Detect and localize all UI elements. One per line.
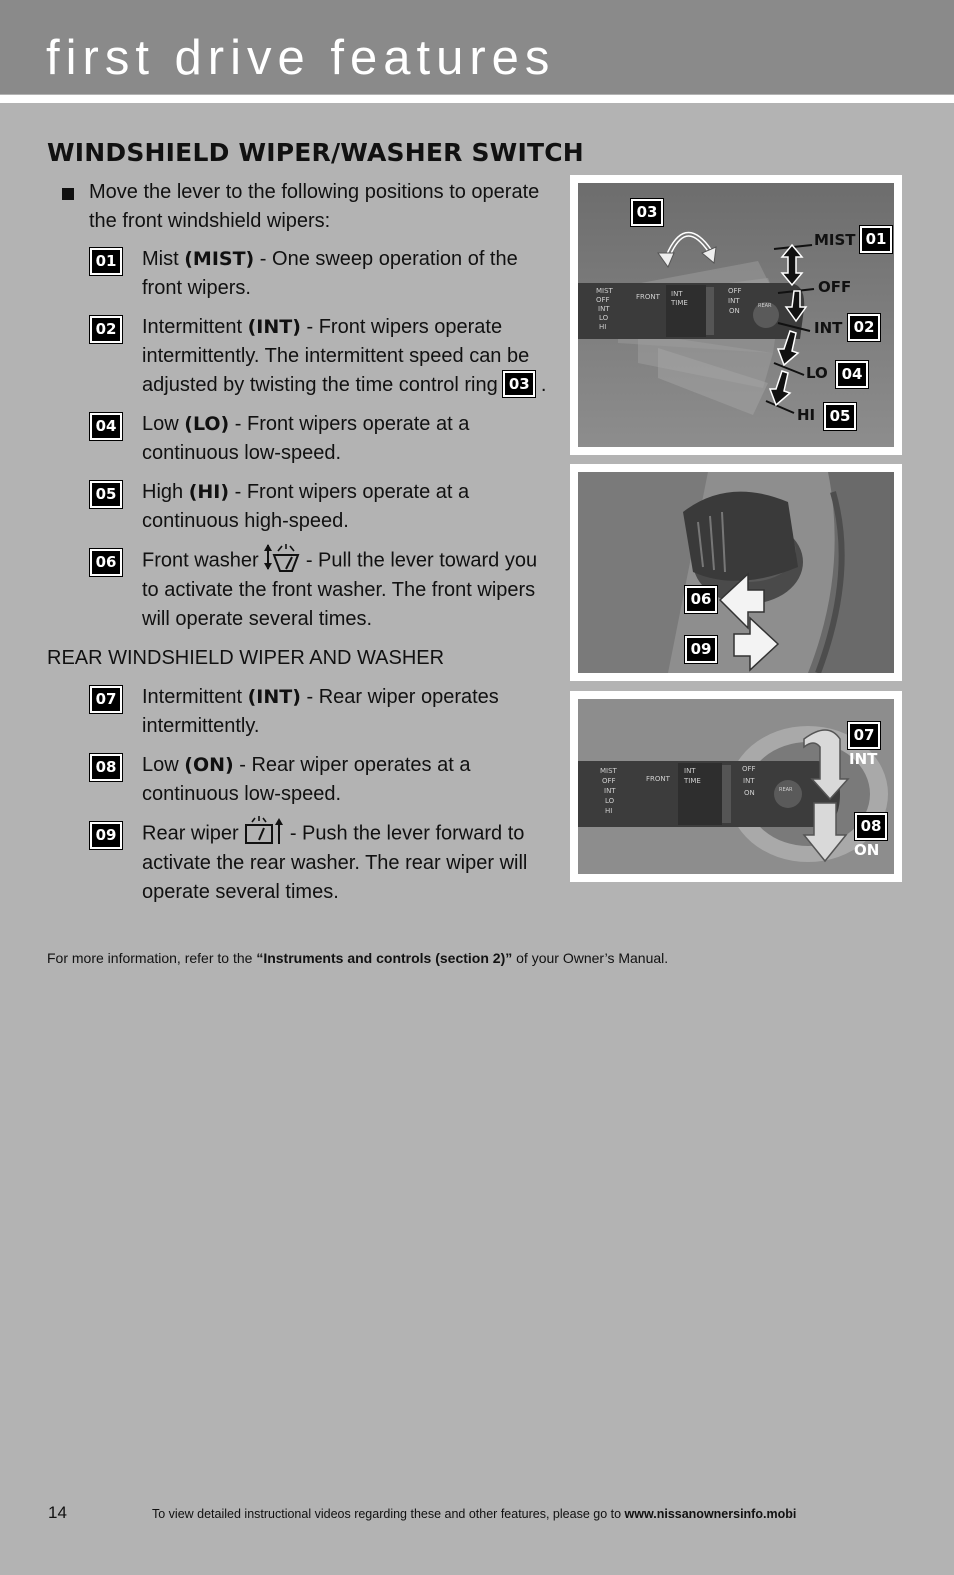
- item-name: Low: [142, 413, 179, 435]
- item-text: - Front wipers operate at a continuous low-speed.: [142, 413, 470, 464]
- rear-heading: REAR WINDSHIELD WIPER AND WASHER: [47, 647, 445, 669]
- footnote-suffix: of your Owner’s Manual.: [512, 950, 669, 966]
- svg-text:REAR: REAR: [779, 787, 793, 793]
- list-item-rear-int: [47, 683, 557, 741]
- item-text: - Front wipers operate intermittently. The intermittent speed can be adjusted by twisting the time control ring: [142, 316, 530, 396]
- item-name: Intermittent: [142, 686, 243, 708]
- svg-text:INT: INT: [604, 787, 616, 795]
- header-divider: [0, 95, 954, 103]
- svg-text:OFF: OFF: [728, 287, 742, 295]
- svg-text:FRONT: FRONT: [636, 293, 660, 301]
- rear-washer-icon: [244, 816, 284, 846]
- label-on-rear: ON: [854, 841, 880, 859]
- svg-text:TIME: TIME: [684, 777, 701, 785]
- label-off: OFF: [818, 278, 852, 296]
- badge-04-figure: 04: [836, 361, 868, 388]
- svg-text:OFF: OFF: [602, 777, 616, 785]
- svg-text:OFF: OFF: [742, 765, 756, 773]
- svg-text:INT: INT: [671, 290, 683, 298]
- badge-04: 04: [90, 413, 122, 440]
- footer-note: [152, 1507, 796, 1521]
- page-number: 14: [48, 1503, 67, 1522]
- badge-03-inline: 03: [503, 371, 535, 397]
- label-lo: LO: [806, 364, 828, 382]
- list-item-front-washer: [47, 546, 557, 634]
- footer-prefix: To view detailed instructional videos regarding these and other features, please go to: [152, 1507, 625, 1521]
- instructions-column: [47, 178, 557, 917]
- svg-text:OFF: OFF: [596, 296, 610, 304]
- item-name: Mist: [142, 248, 179, 270]
- column-illustration: [578, 472, 894, 673]
- svg-text:HI: HI: [605, 807, 613, 815]
- svg-text:HI: HI: [599, 323, 607, 331]
- item-text: - Front wipers operate at a continuous high-speed.: [142, 481, 470, 532]
- svg-text:MIST: MIST: [600, 767, 617, 775]
- svg-text:INT: INT: [743, 777, 755, 785]
- svg-text:INT: INT: [728, 297, 740, 305]
- badge-09-figure: 09: [685, 636, 717, 663]
- svg-text:TIME: TIME: [671, 299, 688, 307]
- item-text: - One sweep operation of the front wipers.: [142, 248, 518, 299]
- badge-06: 06: [90, 549, 122, 576]
- list-item-hi: [47, 478, 557, 536]
- badge-08-figure: 08: [855, 813, 887, 840]
- svg-text:ON: ON: [729, 307, 740, 315]
- label-int: INT: [814, 319, 843, 337]
- item-code: (INT): [247, 316, 301, 338]
- svg-text:REAR: REAR: [758, 303, 772, 309]
- badge-09: 09: [90, 822, 122, 849]
- front-washer-icon: [264, 543, 300, 573]
- item-text: - Rear wiper operates intermittently.: [142, 686, 499, 737]
- footnote: [47, 950, 668, 966]
- badge-07: 07: [90, 686, 122, 713]
- figure-background: [578, 699, 894, 874]
- label-int-rear: INT: [849, 750, 878, 768]
- badge-03: 03: [631, 199, 663, 226]
- svg-text:LO: LO: [605, 797, 615, 805]
- item-code: (MIST): [184, 248, 255, 270]
- badge-08: 08: [90, 754, 122, 781]
- section-title: WINDSHIELD WIPER/WASHER SWITCH: [47, 138, 584, 167]
- badge-02: 02: [90, 316, 122, 343]
- intro-bullet: [47, 178, 557, 236]
- rear-wiper-figure: [570, 691, 902, 882]
- label-hi: HI: [797, 406, 816, 424]
- badge-01-figure: 01: [860, 226, 892, 253]
- page-header-title: first drive features: [46, 31, 556, 85]
- figure-background: [578, 183, 894, 447]
- item-code: (INT): [247, 686, 301, 708]
- item-code: (ON): [184, 754, 234, 776]
- figure-background: [578, 472, 894, 673]
- list-item-int: [47, 313, 557, 400]
- item-tail: .: [535, 374, 547, 396]
- item-name: High: [142, 481, 184, 503]
- svg-text:INT: INT: [598, 305, 610, 313]
- badge-07-figure: 07: [848, 722, 880, 749]
- list-item-lo: [47, 410, 557, 468]
- item-text: - Rear wiper operates at a continuous low-speed.: [142, 754, 471, 805]
- rear-ring-illustration: [578, 699, 894, 874]
- svg-text:ON: ON: [744, 789, 755, 797]
- badge-05-figure: 05: [824, 403, 856, 430]
- svg-text:MIST: MIST: [596, 287, 613, 295]
- item-name: Intermittent: [142, 316, 243, 338]
- footer-url-link[interactable]: www.nissanownersinfo.mobi: [624, 1507, 797, 1521]
- badge-02-figure: 02: [848, 314, 880, 341]
- list-item-rear-on: [47, 751, 557, 809]
- footnote-reference: “Instruments and controls (section 2)”: [256, 950, 513, 966]
- svg-text:INT: INT: [684, 767, 696, 775]
- item-name: Low: [142, 754, 179, 776]
- list-item-mist: [47, 245, 557, 303]
- svg-text:FRONT: FRONT: [646, 775, 670, 783]
- badge-01: 01: [90, 248, 122, 275]
- svg-text:LO: LO: [599, 314, 609, 322]
- intro-text: Move the lever to the following positions to operate the front windshield wipers:: [89, 181, 540, 232]
- item-name: Rear wiper: [142, 822, 239, 845]
- item-name: Front washer: [142, 549, 259, 572]
- list-item-rear-washer: [47, 819, 557, 907]
- badge-06-figure: 06: [685, 586, 717, 613]
- item-text: - Push the lever forward to activate the rear washer. The rear wiper will operate several times.: [142, 822, 528, 903]
- washer-pull-push-figure: [570, 464, 902, 681]
- footnote-prefix: For more information, refer to the: [47, 950, 257, 966]
- lever-positions-figure: [570, 175, 902, 455]
- item-code: (HI): [188, 481, 230, 503]
- label-mist: MIST: [814, 231, 856, 249]
- item-text: - Pull the lever toward you to activate the front washer. The front wipers will operate several times.: [142, 549, 538, 630]
- badge-05: 05: [90, 481, 122, 508]
- item-code: (LO): [184, 413, 230, 435]
- bullet-square-icon: [62, 188, 74, 200]
